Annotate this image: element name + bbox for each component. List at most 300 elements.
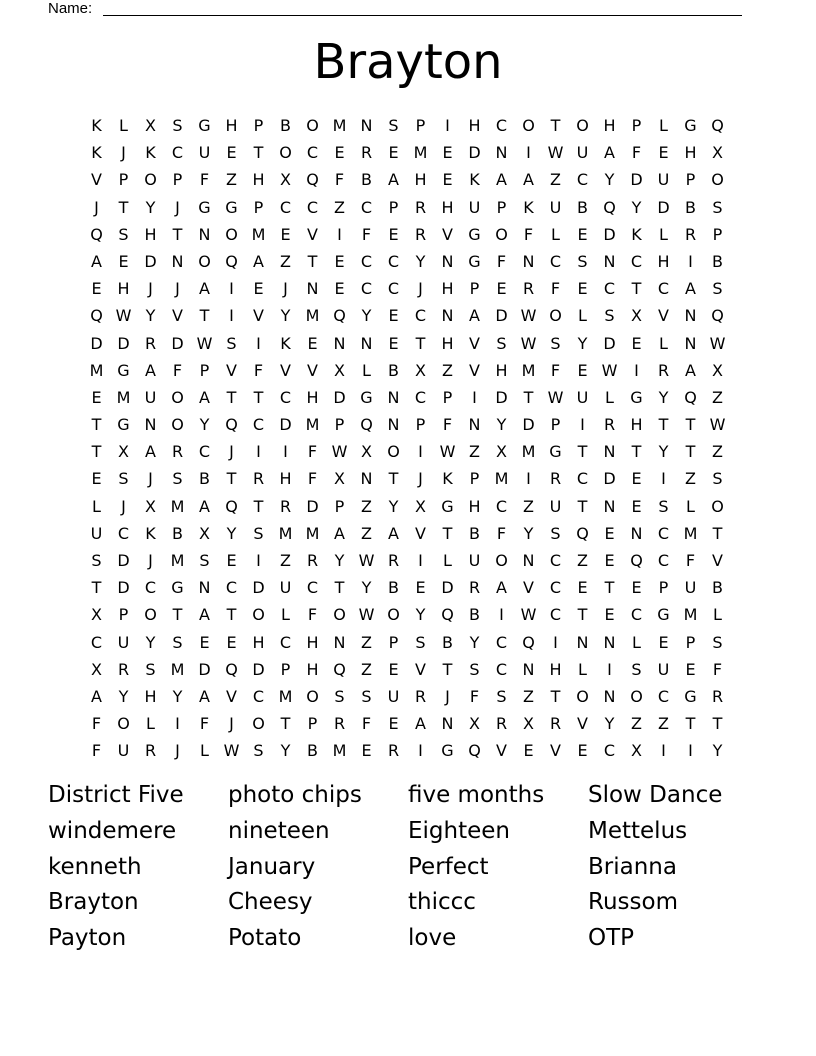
grid-letter: E xyxy=(226,632,237,652)
grid-letter: J xyxy=(148,279,153,299)
grid-letter: Z xyxy=(442,360,453,380)
grid-letter: W xyxy=(547,387,564,407)
grid-letter: A xyxy=(91,686,102,706)
grid-letter: O xyxy=(495,224,508,244)
grid-letter: T xyxy=(442,659,453,679)
grid-letter: Y xyxy=(334,551,345,570)
grid-letter: S xyxy=(577,251,588,271)
grid-letter: H xyxy=(603,116,616,135)
grid-letter: E xyxy=(604,551,615,570)
grid-letter: L xyxy=(443,551,452,570)
grid-letter: G xyxy=(468,251,481,271)
grid-letter: L xyxy=(362,360,371,380)
grid-letter: U xyxy=(279,578,292,598)
grid-letter: D xyxy=(522,415,535,435)
grid-letter: W xyxy=(709,415,726,435)
grid-letter: P xyxy=(280,659,291,679)
grid-letter: A xyxy=(145,360,156,380)
grid-letter: C xyxy=(549,551,562,570)
grid-letter: F xyxy=(334,170,345,190)
word-list-item: Cheesy xyxy=(228,889,313,916)
grid-letter: S xyxy=(712,469,723,489)
grid-letter: V xyxy=(307,360,318,380)
grid-letter: A xyxy=(604,143,615,163)
grid-letter: V xyxy=(280,360,291,380)
grid-letter: T xyxy=(631,279,642,299)
grid-letter: F xyxy=(307,442,318,462)
grid-letter: C xyxy=(360,279,373,299)
grid-letter: S xyxy=(388,116,399,135)
grid-letter: X xyxy=(145,496,156,516)
grid-letter: T xyxy=(550,116,561,135)
grid-letter: B xyxy=(388,360,399,380)
grid-letter: Y xyxy=(523,523,534,543)
grid-letter: Z xyxy=(523,686,534,706)
grid-letter: U xyxy=(657,170,670,190)
grid-letter: C xyxy=(630,605,643,625)
grid-letter: E xyxy=(415,578,426,598)
grid-letter: T xyxy=(280,714,291,734)
grid-letter: T xyxy=(550,686,561,706)
grid-letter: T xyxy=(226,469,237,489)
grid-letter: T xyxy=(253,496,264,516)
grid-letter: D xyxy=(468,143,481,163)
grid-letter: J xyxy=(229,714,234,734)
grid-letter: E xyxy=(91,279,102,299)
grid-letter: H xyxy=(549,659,562,679)
grid-letter: Z xyxy=(685,469,696,489)
grid-letter: C xyxy=(252,415,265,435)
grid-letter: D xyxy=(495,387,508,407)
grid-letter: H xyxy=(144,224,157,244)
grid-letter: W xyxy=(439,442,456,462)
grid-letter: T xyxy=(253,143,264,163)
grid-letter: I xyxy=(634,360,639,380)
grid-letter: N xyxy=(333,632,346,652)
grid-letter: X xyxy=(199,523,210,543)
grid-letter: I xyxy=(256,333,261,353)
grid-letter: B xyxy=(172,523,183,543)
grid-letter: L xyxy=(92,496,101,516)
grid-letter: C xyxy=(279,197,292,217)
grid-letter: W xyxy=(223,741,240,761)
grid-letter: I xyxy=(337,224,342,244)
grid-letter: C xyxy=(414,306,427,326)
grid-letter: L xyxy=(119,116,128,135)
grid-letter: A xyxy=(199,686,210,706)
grid-letter: H xyxy=(225,116,238,135)
word-list-item: love xyxy=(408,925,457,952)
grid-letter: G xyxy=(630,387,643,407)
grid-letter: B xyxy=(577,197,588,217)
grid-letter: A xyxy=(334,523,345,543)
grid-letter: T xyxy=(604,578,615,598)
grid-letter: O xyxy=(279,143,292,163)
grid-letter: V xyxy=(91,170,102,190)
grid-letter: T xyxy=(253,387,264,407)
grid-letter: V xyxy=(658,306,669,326)
grid-letter: E xyxy=(307,333,318,353)
word-list-item: Brayton xyxy=(48,889,139,916)
grid-letter: W xyxy=(331,442,348,462)
grid-letter: Z xyxy=(469,442,480,462)
grid-letter: J xyxy=(175,741,180,761)
grid-letter: E xyxy=(631,333,642,353)
grid-letter: Z xyxy=(280,251,291,271)
grid-letter: W xyxy=(547,143,564,163)
grid-letter: W xyxy=(358,551,375,570)
grid-letter: J xyxy=(148,551,153,570)
grid-letter: I xyxy=(526,469,531,489)
grid-letter: E xyxy=(523,741,534,761)
grid-letter: E xyxy=(253,279,264,299)
grid-letter: S xyxy=(496,333,507,353)
grid-letter: O xyxy=(576,686,589,706)
grid-letter: P xyxy=(388,197,399,217)
grid-letter: T xyxy=(199,306,210,326)
grid-letter: Z xyxy=(334,197,345,217)
grid-letter: O xyxy=(117,714,130,734)
word-list-item: Slow Dance xyxy=(588,782,723,808)
grid-letter: B xyxy=(685,197,696,217)
grid-letter: S xyxy=(334,686,345,706)
grid-letter: X xyxy=(415,496,426,516)
grid-letter: R xyxy=(387,741,400,761)
grid-letter: I xyxy=(688,741,693,761)
grid-letter: C xyxy=(306,197,319,217)
grid-letter: O xyxy=(522,116,535,135)
grid-letter: R xyxy=(549,469,562,489)
grid-letter: J xyxy=(175,279,180,299)
grid-letter: F xyxy=(361,224,372,244)
grid-letter: H xyxy=(279,469,292,489)
grid-letter: M xyxy=(305,523,320,543)
grid-letter: K xyxy=(145,523,156,543)
grid-letter: T xyxy=(631,442,642,462)
grid-letter: G xyxy=(441,741,454,761)
grid-letter: H xyxy=(117,279,130,299)
grid-letter: P xyxy=(307,714,318,734)
grid-letter: E xyxy=(577,578,588,598)
grid-letter: S xyxy=(604,306,615,326)
grid-letter: D xyxy=(198,659,211,679)
grid-letter: H xyxy=(306,387,319,407)
grid-letter: X xyxy=(496,442,507,462)
grid-letter: Q xyxy=(225,251,238,271)
grid-letter: Q xyxy=(90,306,103,326)
grid-letter: S xyxy=(496,686,507,706)
word-list-item: Brianna xyxy=(588,853,677,880)
grid-letter: M xyxy=(521,442,536,462)
grid-letter: A xyxy=(388,170,399,190)
grid-letter: R xyxy=(549,714,562,734)
grid-letter: P xyxy=(496,197,507,217)
word-list-item: five months xyxy=(408,782,545,808)
grid-letter: Q xyxy=(333,306,346,326)
grid-letter: S xyxy=(550,333,561,353)
grid-letter: L xyxy=(146,714,155,734)
grid-letter: R xyxy=(468,578,481,598)
grid-letter: H xyxy=(414,170,427,190)
grid-letter: F xyxy=(361,714,372,734)
grid-letter: W xyxy=(115,306,132,326)
grid-letter: A xyxy=(199,496,210,516)
grid-letter: E xyxy=(199,632,210,652)
grid-letter: B xyxy=(712,251,723,271)
grid-letter: I xyxy=(607,659,612,679)
grid-letter: Q xyxy=(90,224,103,244)
grid-letter: L xyxy=(659,333,668,353)
grid-letter: C xyxy=(657,551,670,570)
grid-letter: Q xyxy=(576,523,589,543)
grid-letter: E xyxy=(442,170,453,190)
grid-letter: E xyxy=(604,523,615,543)
grid-letter: D xyxy=(90,333,103,353)
grid-letter: M xyxy=(116,387,131,407)
grid-letter: R xyxy=(387,551,400,570)
grid-letter: D xyxy=(603,469,616,489)
grid-letter: X xyxy=(523,714,534,734)
grid-letter: S xyxy=(172,469,183,489)
grid-letter: E xyxy=(388,333,399,353)
grid-letter: M xyxy=(413,143,428,163)
grid-letter: X xyxy=(469,714,480,734)
grid-letter: N xyxy=(603,686,616,706)
word-list-item: Perfect xyxy=(408,853,489,880)
grid-letter: A xyxy=(496,170,507,190)
grid-letter: E xyxy=(658,143,669,163)
grid-letter: T xyxy=(334,578,345,598)
grid-letter: P xyxy=(253,197,264,217)
grid-letter: A xyxy=(685,360,696,380)
word-list-item: kenneth xyxy=(48,853,142,880)
grid-letter: E xyxy=(388,306,399,326)
grid-letter: A xyxy=(145,442,156,462)
word-list-item: District Five xyxy=(48,782,184,808)
grid-letter: Q xyxy=(225,496,238,516)
grid-letter: E xyxy=(685,659,696,679)
word-list-item: thiccc xyxy=(408,889,476,916)
word-list-item: Potato xyxy=(228,925,302,952)
grid-letter: N xyxy=(684,306,697,326)
grid-letter: C xyxy=(117,523,130,543)
grid-letter: B xyxy=(712,578,723,598)
grid-letter: N xyxy=(684,333,697,353)
grid-letter: P xyxy=(415,415,426,435)
grid-letter: U xyxy=(144,387,157,407)
grid-letter: F xyxy=(550,360,561,380)
grid-letter: B xyxy=(442,632,453,652)
grid-letter: J xyxy=(445,686,450,706)
grid-letter: E xyxy=(577,360,588,380)
grid-letter: O xyxy=(171,415,184,435)
grid-letter: Y xyxy=(577,333,588,353)
grid-letter: I xyxy=(256,442,261,462)
grid-letter: R xyxy=(144,333,157,353)
grid-letter: O xyxy=(144,605,157,625)
grid-letter: X xyxy=(91,605,102,625)
grid-letter: C xyxy=(657,523,670,543)
grid-letter: P xyxy=(118,170,129,190)
grid-letter: I xyxy=(256,551,261,570)
grid-letter: C xyxy=(90,632,103,652)
grid-letter: Y xyxy=(280,306,291,326)
grid-letter: E xyxy=(604,605,615,625)
grid-letter: J xyxy=(148,469,153,489)
grid-letter: G xyxy=(684,686,697,706)
grid-letter: X xyxy=(280,170,291,190)
grid-letter: V xyxy=(523,578,534,598)
grid-letter: N xyxy=(360,469,373,489)
grid-letter: U xyxy=(684,578,697,598)
grid-letter: L xyxy=(713,605,722,625)
grid-letter: C xyxy=(657,279,670,299)
grid-letter: X xyxy=(334,469,345,489)
grid-letter: Z xyxy=(226,170,237,190)
grid-letter: X xyxy=(334,360,345,380)
grid-letter: G xyxy=(117,360,130,380)
grid-letter: V xyxy=(253,306,264,326)
grid-letter: Y xyxy=(658,442,669,462)
grid-letter: O xyxy=(171,387,184,407)
grid-letter: N xyxy=(603,442,616,462)
grid-letter: F xyxy=(496,523,507,543)
grid-letter: W xyxy=(520,605,537,625)
grid-letter: A xyxy=(415,714,426,734)
grid-letter: P xyxy=(172,170,183,190)
grid-letter: S xyxy=(253,741,264,761)
grid-letter: G xyxy=(360,387,373,407)
grid-letter: I xyxy=(472,387,477,407)
grid-letter: P xyxy=(685,170,696,190)
grid-letter: M xyxy=(251,224,266,244)
grid-letter: F xyxy=(550,279,561,299)
grid-letter: V xyxy=(442,224,453,244)
grid-letter: Y xyxy=(658,387,669,407)
grid-letter: A xyxy=(388,523,399,543)
grid-letter: P xyxy=(334,415,345,435)
grid-letter: U xyxy=(468,197,481,217)
grid-letter: V xyxy=(415,659,426,679)
grid-letter: U xyxy=(117,741,130,761)
page-title: Brayton xyxy=(313,34,503,90)
grid-letter: D xyxy=(171,333,184,353)
grid-letter: Y xyxy=(469,632,480,652)
grid-letter: N xyxy=(522,659,535,679)
grid-letter: S xyxy=(658,496,669,516)
grid-letter: L xyxy=(605,387,614,407)
grid-letter: P xyxy=(469,469,480,489)
grid-letter: E xyxy=(361,741,372,761)
grid-letter: S xyxy=(469,659,480,679)
grid-letter: C xyxy=(387,279,400,299)
grid-letter: S xyxy=(199,551,210,570)
grid-letter: E xyxy=(226,143,237,163)
grid-letter: N xyxy=(468,415,481,435)
grid-letter: D xyxy=(279,415,292,435)
grid-letter: P xyxy=(685,632,696,652)
grid-letter: F xyxy=(469,686,480,706)
grid-letter: P xyxy=(712,224,723,244)
grid-letter: D xyxy=(117,333,130,353)
grid-letter: M xyxy=(494,469,509,489)
grid-letter: I xyxy=(175,714,180,734)
grid-letter: O xyxy=(576,116,589,135)
grid-letter: M xyxy=(683,605,698,625)
grid-letter: Q xyxy=(225,415,238,435)
grid-letter: P xyxy=(118,605,129,625)
grid-letter: N xyxy=(360,333,373,353)
grid-letter: T xyxy=(91,442,102,462)
grid-letter: R xyxy=(711,686,724,706)
grid-letter: P xyxy=(550,415,561,435)
name-field xyxy=(48,0,748,18)
grid-letter: Q xyxy=(603,197,616,217)
grid-letter: D xyxy=(144,251,157,271)
grid-letter: J xyxy=(121,496,126,516)
grid-letter: V xyxy=(469,360,480,380)
grid-letter: W xyxy=(520,333,537,353)
grid-letter: X xyxy=(118,442,129,462)
grid-letter: I xyxy=(418,442,423,462)
grid-letter: N xyxy=(603,632,616,652)
grid-letter: F xyxy=(523,224,534,244)
grid-letter: P xyxy=(253,116,264,135)
grid-letter: C xyxy=(603,741,616,761)
grid-letter: N xyxy=(576,632,589,652)
grid-letter: G xyxy=(684,116,697,135)
grid-letter: Q xyxy=(711,116,724,135)
grid-letter: W xyxy=(709,333,726,353)
grid-letter: R xyxy=(171,442,184,462)
grid-letter: I xyxy=(580,415,585,435)
grid-letter: B xyxy=(361,170,372,190)
grid-letter: J xyxy=(418,279,423,299)
grid-letter: O xyxy=(630,686,643,706)
grid-letter: O xyxy=(387,442,400,462)
grid-letter: G xyxy=(198,116,211,135)
grid-letter: B xyxy=(469,605,480,625)
grid-letter: X xyxy=(361,442,372,462)
grid-letter: I xyxy=(553,632,558,652)
grid-letter: Z xyxy=(550,170,561,190)
grid-letter: Q xyxy=(711,306,724,326)
grid-letter: I xyxy=(283,442,288,462)
grid-letter: Y xyxy=(145,632,156,652)
grid-letter: T xyxy=(577,442,588,462)
grid-letter: G xyxy=(441,496,454,516)
grid-letter: U xyxy=(576,143,589,163)
grid-letter: J xyxy=(283,279,288,299)
grid-letter: N xyxy=(522,551,535,570)
grid-letter: H xyxy=(468,116,481,135)
grid-letter: A xyxy=(199,387,210,407)
grid-letter: R xyxy=(144,741,157,761)
grid-letter: H xyxy=(306,632,319,652)
grid-letter: V xyxy=(496,741,507,761)
grid-letter: M xyxy=(521,360,536,380)
grid-letter: X xyxy=(631,741,642,761)
grid-letter: U xyxy=(576,387,589,407)
grid-letter: X xyxy=(712,143,723,163)
grid-letter: N xyxy=(495,143,508,163)
grid-letter: R xyxy=(657,360,670,380)
grid-letter: F xyxy=(172,360,183,380)
grid-letter: A xyxy=(199,279,210,299)
grid-letter: R xyxy=(684,224,697,244)
grid-letter: Z xyxy=(712,387,723,407)
word-list-item: Russom xyxy=(588,889,678,916)
